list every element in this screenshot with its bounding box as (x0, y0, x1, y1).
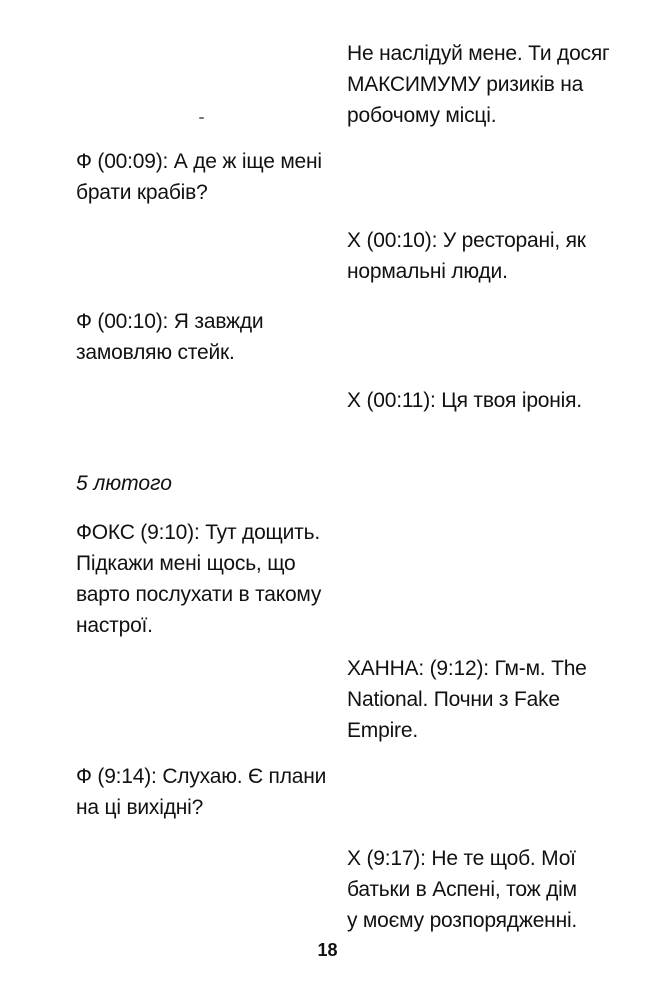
message-left: Ф (00:09): А де ж іще мені брати крабів? (76, 150, 322, 204)
message-right: Не наслідуй мене. Ти досяг МАКСИМУМУ ризиків на робочому місці. (347, 42, 610, 127)
page-number: 18 (317, 940, 338, 960)
message-right: Х (9:17): Не те щоб. Мої батьки в Аспені, тож дім у моєму розпорядженні. (347, 847, 578, 932)
print-speck (199, 117, 204, 119)
message-right: Х (00:10): У ресторані, як нормальні люди. (347, 229, 586, 283)
message-right: Х (00:11): Ця твоя іронія. (347, 389, 582, 412)
message-left: Ф (9:14): Слухаю. Є плани на ці вихідні? (76, 765, 327, 819)
message-left: ФОКС (9:10): Тут дощить. Підкажи мені щось, що варто послухати в такому настрої. (76, 521, 322, 637)
message-right: ХАННА: (9:12): Гм-м. The National. Почни з Fake Empire. (347, 657, 587, 742)
message-left: Ф (00:10): Я завжди замовляю стейк. (76, 310, 264, 364)
date-heading: 5 лютого (76, 472, 172, 495)
